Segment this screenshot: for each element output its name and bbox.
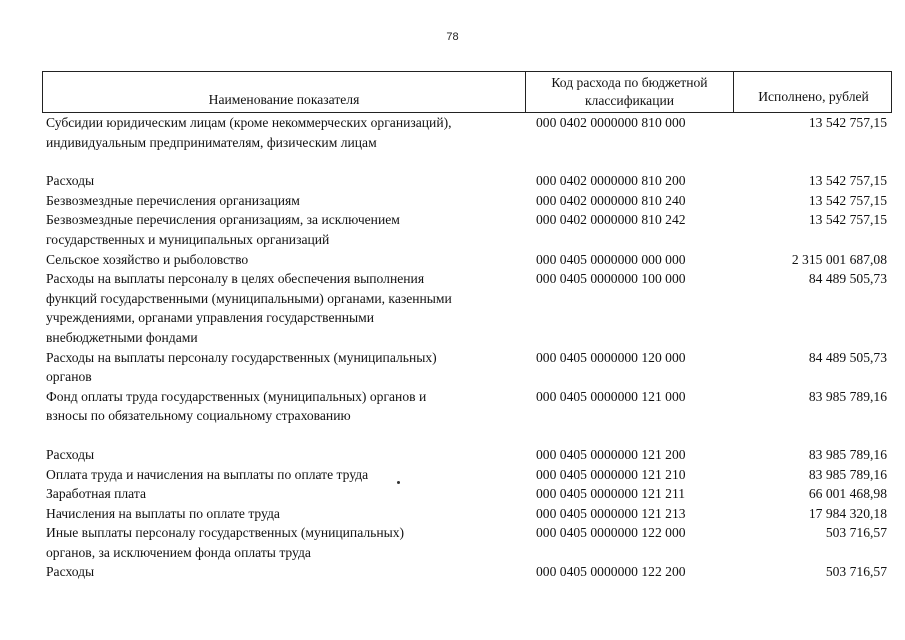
scan-speck (397, 481, 400, 484)
row-amount: 13 542 757,15 (808, 192, 887, 208)
row-code: 000 0402 0000000 810 000 (536, 115, 686, 130)
table-row (42, 113, 892, 152)
row-code: 000 0405 0000000 121 211 (536, 486, 686, 502)
row-code: 000 0405 0000000 121 200 (536, 446, 686, 462)
row-amount: 83 985 789,16 (808, 446, 887, 462)
row-amount: 2 315 001 687,08 (791, 251, 887, 267)
header-code: Код расхода по бюджетной классификации (525, 72, 733, 112)
row-name: Фонд оплаты труда государственных (муниципальных) органов и взносы по обязательному социальному страхованию (46, 388, 427, 424)
table-row (42, 504, 892, 524)
table-row (42, 269, 892, 347)
table-row (42, 523, 892, 562)
row-name: Субсидии юридическим лицам (кроме некоммерческих организаций), индивидуальным предпринимателям, физическим лицам (46, 115, 452, 150)
row-code: 000 0402 0000000 810 200 (536, 173, 686, 189)
row-name: Расходы на выплаты персоналу государственных (муниципальных) органов (46, 349, 437, 385)
table-row (42, 210, 892, 249)
table-row (42, 484, 892, 504)
table-row (42, 171, 892, 191)
row-name: Заработная плата (46, 486, 146, 502)
row-name: Оплата труда и начисления на выплаты по оплате труда (46, 466, 369, 482)
row-name: Расходы (46, 446, 95, 462)
row-code: 000 0405 0000000 000 000 (536, 251, 686, 267)
row-amount: 84 489 505,73 (808, 271, 887, 287)
table-row (42, 387, 892, 426)
row-amount: 17 984 320,18 (808, 505, 887, 521)
row-code: 000 0402 0000000 810 242 (536, 212, 686, 228)
budget-table (42, 71, 892, 582)
row-name: Расходы (46, 173, 95, 189)
table-row (42, 465, 892, 485)
header-name: Наименование показателя (208, 92, 360, 107)
row-amount: 503 716,57 (825, 525, 887, 541)
table-row (42, 348, 892, 387)
row-amount: 83 985 789,16 (808, 388, 887, 404)
table-row (42, 562, 892, 582)
row-code: 000 0405 0000000 121 213 (536, 505, 686, 521)
row-code: 000 0405 0000000 122 000 (536, 525, 686, 541)
row-name: Расходы (46, 564, 95, 580)
row-name: Иные выплаты персоналу государственных (муниципальных) органов, за исключением фонда оплаты труда (46, 525, 405, 560)
row-amount: 13 542 757,15 (808, 173, 887, 189)
row-amount: 13 542 757,15 (808, 212, 887, 228)
header-amount: Исполнено, рублей (733, 72, 893, 112)
table-row (42, 445, 892, 465)
row-code: 000 0405 0000000 121 000 (536, 388, 686, 404)
page-number: 78 (446, 31, 459, 43)
row-amount: 503 716,57 (825, 564, 887, 580)
table-row (42, 191, 892, 211)
row-code: 000 0405 0000000 121 210 (536, 466, 686, 482)
row-name: Сельское хозяйство и рыболовство (46, 251, 249, 267)
row-code: 000 0405 0000000 100 000 (536, 271, 686, 287)
row-code: 000 0405 0000000 120 000 (536, 349, 686, 365)
row-code: 000 0405 0000000 122 200 (536, 564, 686, 580)
row-name: Безвозмездные перечисления организациям (46, 192, 300, 208)
row-name: Безвозмездные перечисления организациям, за исключением государственных и муниципальных организаций (46, 212, 400, 247)
row-name: Расходы на выплаты персоналу в целях обеспечения выполнения функций государственными (муниципальными) органами, казенными учреждениями, органами управления государственными внебюджетными фондами (46, 271, 452, 345)
row-amount: 84 489 505,73 (808, 349, 887, 365)
table-header (42, 71, 892, 113)
table-body (42, 113, 892, 582)
row-amount: 13 542 757,15 (808, 115, 887, 130)
row-name: Начисления на выплаты по оплате труда (46, 505, 280, 521)
row-amount: 83 985 789,16 (808, 466, 887, 482)
row-amount: 66 001 468,98 (808, 486, 887, 502)
row-code: 000 0402 0000000 810 240 (536, 192, 686, 208)
table-row (42, 250, 892, 270)
